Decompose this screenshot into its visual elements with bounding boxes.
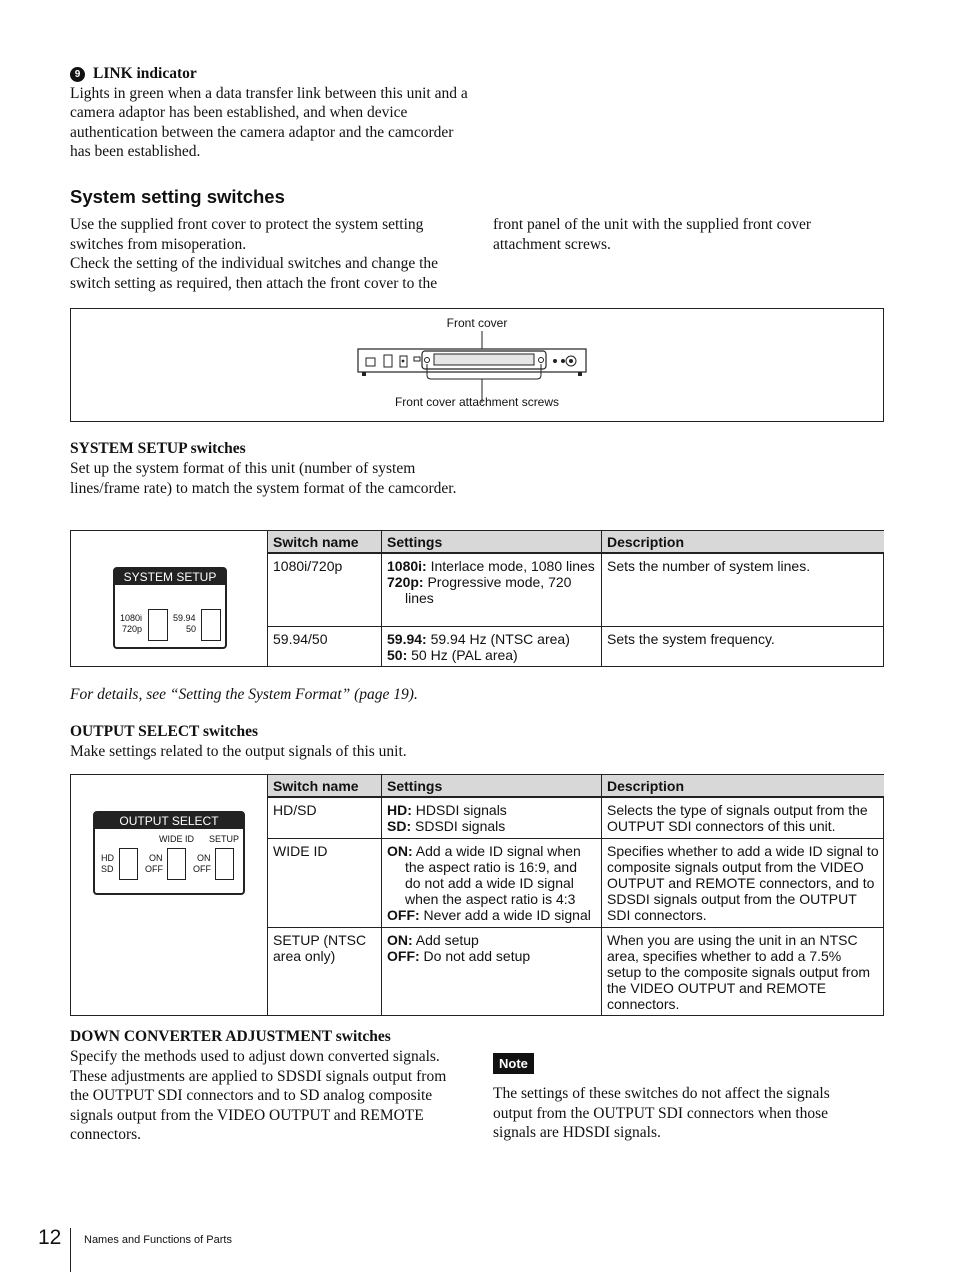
switch-1080i-label: 1080i	[120, 613, 143, 623]
setting-text: Never add a wide ID signal	[419, 907, 591, 923]
switch-5994-50[interactable]	[201, 609, 221, 641]
table-row	[268, 797, 885, 839]
down-converter-heading: DOWN CONVERTER ADJUSTMENT switches	[70, 1028, 391, 1045]
front-cover-figure	[70, 308, 884, 422]
setting-text: Add setup	[412, 932, 479, 948]
cell-switch-name: HD/SD	[268, 797, 382, 839]
link-indicator-section	[70, 64, 470, 162]
setting-key: 1080i:	[387, 558, 427, 574]
setting-key: ON:	[387, 932, 413, 948]
item-number-badge: 9	[70, 67, 85, 82]
unit-front-panel-drawing	[351, 331, 591, 403]
output-select-body: Make settings related to the output signals of this unit.	[70, 743, 407, 760]
output-select-table-box	[70, 774, 884, 1016]
table-row	[268, 928, 885, 1017]
table-row	[268, 627, 885, 668]
output-select-panel-title: OUTPUT SELECT	[95, 813, 243, 829]
setting-key: ON:	[387, 843, 413, 859]
col-header: Settings	[382, 775, 602, 798]
setting-text: SDSDI signals	[411, 818, 506, 834]
col-header: Description	[602, 775, 885, 798]
col-header: Description	[602, 531, 885, 554]
wide-off-label: OFF	[145, 864, 163, 874]
table-header-row	[268, 531, 885, 554]
cell-switch-name: SETUP (NTSC area only)	[268, 928, 382, 1017]
system-setup-table-box	[70, 530, 884, 667]
link-heading-text: LINK indicator	[93, 65, 197, 82]
cell-description: Specifies whether to add a wide ID signal to composite signals output from the VIDEO OUTPUT and REMOTE connectors, and to SDSDI signals output from the OUTPUT SDI connectors.	[602, 839, 885, 928]
setup-label: SETUP	[209, 834, 240, 844]
output-select-table	[267, 774, 884, 1016]
setup-on-label: ON	[197, 853, 211, 863]
system-setup-footnote: For details, see “Setting the System Format” (page 19).	[70, 686, 418, 703]
wide-id-label: WIDE ID	[159, 834, 194, 844]
table-row	[268, 839, 885, 928]
cell-description: Sets the system frequency.	[602, 627, 885, 668]
system-setting-heading: System setting switches	[70, 186, 285, 207]
cell-settings	[382, 797, 602, 839]
setting-key: 59.94:	[387, 631, 427, 647]
setting-key: SD:	[387, 818, 412, 834]
front-cover-label: Front cover	[446, 316, 508, 330]
front-cover-screws-label: Front cover attachment screws	[394, 395, 560, 409]
setting-key: HD:	[387, 802, 412, 818]
system-setting-para-left: Use the supplied front cover to protect the system setting switches from misoperation. Check the setting of the individual switches and change the switch setting as required, then attach the front cover to the	[70, 216, 439, 292]
system-setup-table	[267, 530, 884, 667]
cell-settings	[382, 627, 602, 668]
setting-key: 50:	[387, 647, 408, 663]
system-setup-heading: SYSTEM SETUP switches	[70, 440, 246, 457]
output-select-heading: OUTPUT SELECT switches	[70, 723, 259, 740]
footer-section-title: Names and Functions of Parts	[84, 1234, 232, 1246]
system-setup-panel	[113, 567, 227, 649]
page-number: 12	[38, 1226, 62, 1249]
table-header-row	[268, 775, 885, 798]
setting-text: Add a wide ID signal when the aspect ratio is 16:9, and do not add a wide ID signal when the aspect ratio is 4:3	[405, 843, 581, 907]
cell-switch-name: WIDE ID	[268, 839, 382, 928]
output-select-panel	[93, 811, 245, 895]
cell-settings	[382, 553, 602, 627]
link-body: Lights in green when a data transfer link between this unit and a camera adaptor has been established, and when device authentication between the camera adaptor and the camcorder has been established.	[70, 84, 468, 160]
footer-divider	[70, 1228, 71, 1272]
setting-text: Interlace mode, 1080 lines	[426, 558, 595, 574]
switch-1080i-720p[interactable]	[148, 609, 168, 641]
col-header: Settings	[382, 531, 602, 554]
setting-text: HDSDI signals	[411, 802, 507, 818]
switch-hd-sd[interactable]	[119, 848, 138, 880]
col-header: Switch name	[268, 531, 382, 554]
setting-text: 50 Hz (PAL area)	[407, 647, 518, 663]
setting-text: Progressive mode, 720 lines	[405, 574, 572, 606]
system-setup-body: Set up the system format of this unit (number of system lines/frame rate) to match the system format of the camcorder.	[70, 460, 457, 497]
system-setting-para-right: front panel of the unit with the supplied front cover attachment screws.	[493, 216, 812, 253]
link-heading	[70, 64, 470, 84]
setting-key: OFF:	[387, 907, 420, 923]
setting-key: 720p:	[387, 574, 424, 590]
cell-settings	[382, 928, 602, 1017]
setting-text: 59.94 Hz (NTSC area)	[426, 631, 570, 647]
switch-5994-label: 59.94	[173, 613, 196, 623]
cell-switch-name: 59.94/50	[268, 627, 382, 668]
down-converter-body: Specify the methods used to adjust down converted signals. These adjustments are applied to SDSDI signals output from the OUTPUT SDI connectors and to SD analog composite signals output from the VIDEO OUTPUT and REMOTE connectors.	[70, 1048, 447, 1143]
cell-settings	[382, 839, 602, 928]
col-header: Switch name	[268, 775, 382, 798]
sd-label: SD	[101, 864, 114, 874]
hd-label: HD	[101, 853, 114, 863]
table-row	[268, 553, 885, 627]
wide-on-label: ON	[149, 853, 163, 863]
cell-description: Selects the type of signals output from the OUTPUT SDI connectors of this unit.	[602, 797, 885, 839]
setting-text: Do not add setup	[419, 948, 531, 964]
switch-720p-label: 720p	[122, 624, 143, 634]
note-badge-wrap	[493, 1053, 534, 1074]
setup-off-label: OFF	[193, 864, 211, 874]
cell-description: Sets the number of system lines.	[602, 553, 885, 627]
switch-setup[interactable]	[215, 848, 234, 880]
switch-50-label: 50	[186, 624, 197, 634]
system-setup-panel-title: SYSTEM SETUP	[115, 569, 225, 585]
switch-wide-id[interactable]	[167, 848, 186, 880]
cell-switch-name: 1080i/720p	[268, 553, 382, 627]
note-body: The settings of these switches do not affect the signals output from the OUTPUT SDI connectors when those signals are HDSDI signals.	[493, 1085, 830, 1141]
cell-description: When you are using the unit in an NTSC area, specifies whether to add a 7.5% setup to the composite signals output from the VIDEO OUTPUT and REMOTE connectors.	[602, 928, 885, 1017]
note-badge: Note	[493, 1053, 534, 1074]
setting-key: OFF:	[387, 948, 420, 964]
